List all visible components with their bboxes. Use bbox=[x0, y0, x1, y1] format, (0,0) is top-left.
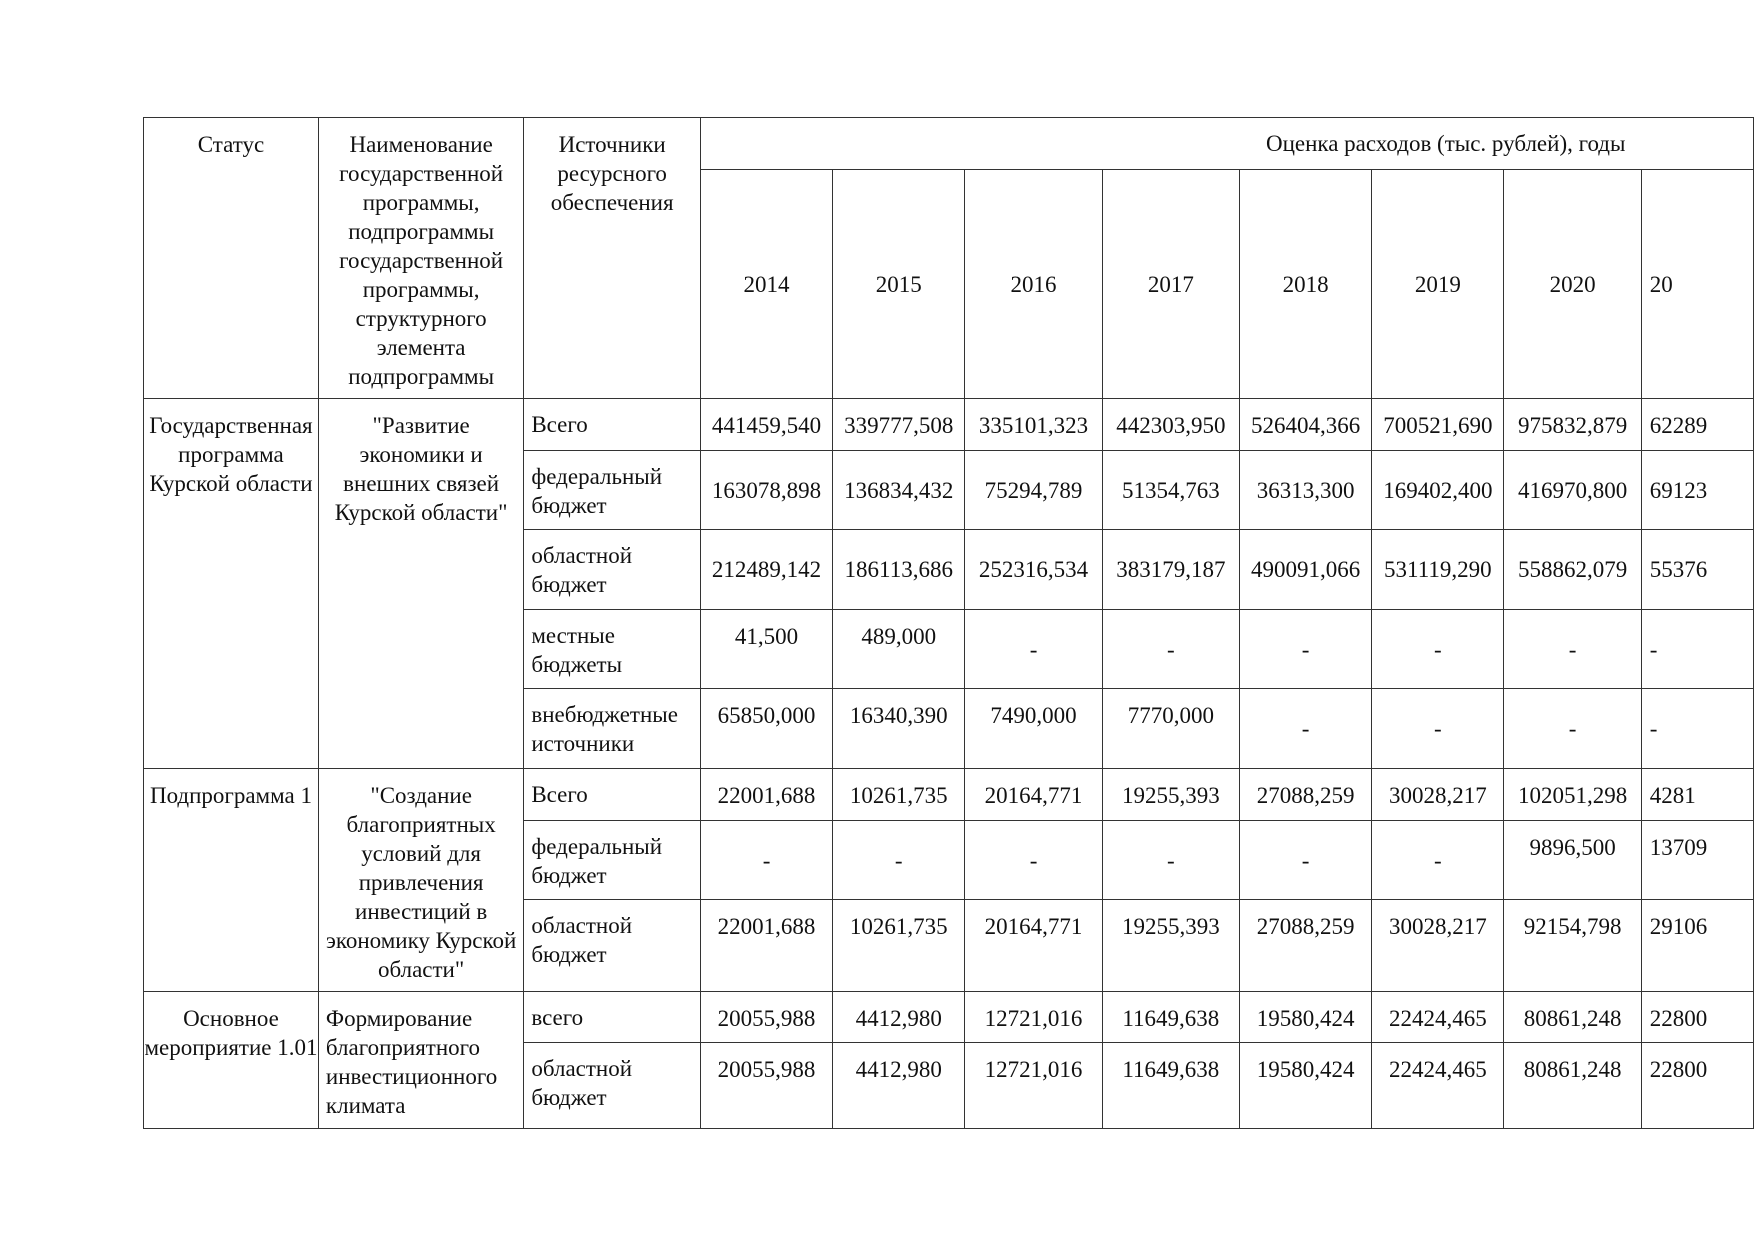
source-cell: областной бюджет bbox=[524, 900, 701, 992]
value-cell: 4412,980 bbox=[833, 992, 965, 1043]
value-cell: 27088,259 bbox=[1240, 900, 1372, 992]
value-cell: 13709 bbox=[1641, 821, 1753, 900]
value-cell: 20164,771 bbox=[965, 769, 1102, 821]
value-cell: 975832,879 bbox=[1504, 399, 1641, 451]
value-cell: - bbox=[700, 821, 832, 900]
value-cell: - bbox=[1372, 610, 1504, 689]
value-cell: 80861,248 bbox=[1504, 1043, 1641, 1129]
value-cell: - bbox=[1504, 689, 1641, 769]
value-cell: 80861,248 bbox=[1504, 992, 1641, 1043]
source-cell: областной бюджет bbox=[524, 1043, 701, 1129]
source-cell: внебюджетные источники bbox=[524, 689, 701, 769]
value-cell: - bbox=[1240, 689, 1372, 769]
value-cell: 92154,798 bbox=[1504, 900, 1641, 992]
value-cell: 22800 bbox=[1641, 1043, 1753, 1129]
program-name-cell: Формирование благоприятного инвестиционного климата bbox=[318, 992, 523, 1129]
value-cell: - bbox=[1372, 689, 1504, 769]
value-cell: 383179,187 bbox=[1102, 530, 1239, 610]
value-cell: - bbox=[1240, 610, 1372, 689]
source-cell: Всего bbox=[524, 399, 701, 451]
source-cell: областной бюджет bbox=[524, 530, 701, 610]
value-cell: - bbox=[965, 610, 1102, 689]
value-cell: 20055,988 bbox=[700, 992, 832, 1043]
value-cell: 700521,690 bbox=[1372, 399, 1504, 451]
header-sources: Источники ресурсного обеспечения bbox=[524, 118, 701, 399]
year-header: 2016 bbox=[965, 170, 1102, 399]
header-status: Статус bbox=[144, 118, 319, 399]
value-cell: 55376 bbox=[1641, 530, 1753, 610]
value-cell: - bbox=[1641, 610, 1753, 689]
value-cell: 19255,393 bbox=[1102, 769, 1239, 821]
value-cell: 69123 bbox=[1641, 451, 1753, 530]
value-cell: 51354,763 bbox=[1102, 451, 1239, 530]
value-cell: 12721,016 bbox=[965, 1043, 1102, 1129]
value-cell: 442303,950 bbox=[1102, 399, 1239, 451]
value-cell: 20164,771 bbox=[965, 900, 1102, 992]
year-header: 2019 bbox=[1372, 170, 1504, 399]
value-cell: 22001,688 bbox=[700, 769, 832, 821]
value-cell: 36313,300 bbox=[1240, 451, 1372, 530]
source-cell: федеральный бюджет bbox=[524, 451, 701, 530]
value-cell: - bbox=[1102, 821, 1239, 900]
value-cell: - bbox=[1504, 610, 1641, 689]
value-cell: 7490,000 bbox=[965, 689, 1102, 769]
value-cell: - bbox=[965, 821, 1102, 900]
value-cell: 22800 bbox=[1641, 992, 1753, 1043]
value-cell: 490091,066 bbox=[1240, 530, 1372, 610]
value-cell: 75294,789 bbox=[965, 451, 1102, 530]
value-cell: 186113,686 bbox=[833, 530, 965, 610]
table-row bbox=[144, 399, 1754, 451]
table-row bbox=[144, 992, 1754, 1043]
value-cell: - bbox=[1641, 689, 1753, 769]
table-row bbox=[144, 769, 1754, 821]
status-cell: Подпрограмма 1 bbox=[144, 769, 319, 992]
year-header: 2020 bbox=[1504, 170, 1641, 399]
value-cell: 489,000 bbox=[833, 610, 965, 689]
year-header: 2015 bbox=[833, 170, 965, 399]
value-cell: - bbox=[1240, 821, 1372, 900]
program-name-cell: "Создание благоприятных условий для привлечения инвестиций в экономику Курской области" bbox=[318, 769, 523, 992]
value-cell: 22001,688 bbox=[700, 900, 832, 992]
status-cell: Государственная программа Курской области bbox=[144, 399, 319, 769]
status-cell: Основное мероприятие 1.01 bbox=[144, 992, 319, 1129]
value-cell: - bbox=[1102, 610, 1239, 689]
value-cell: 12721,016 bbox=[965, 992, 1102, 1043]
value-cell: 41,500 bbox=[700, 610, 832, 689]
value-cell: 19580,424 bbox=[1240, 992, 1372, 1043]
value-cell: 20055,988 bbox=[700, 1043, 832, 1129]
value-cell: 163078,898 bbox=[700, 451, 832, 530]
year-header: 2014 bbox=[700, 170, 832, 399]
value-cell: 526404,366 bbox=[1240, 399, 1372, 451]
value-cell: 29106 bbox=[1641, 900, 1753, 992]
header-name: Наименование государственной программы, подпрограммы государственной программы, структурного элемента подпрограммы bbox=[318, 118, 523, 399]
value-cell: 19255,393 bbox=[1102, 900, 1239, 992]
year-header: 20 bbox=[1641, 170, 1753, 399]
value-cell: 441459,540 bbox=[700, 399, 832, 451]
value-cell: 252316,534 bbox=[965, 530, 1102, 610]
value-cell: 27088,259 bbox=[1240, 769, 1372, 821]
value-cell: 531119,290 bbox=[1372, 530, 1504, 610]
source-cell: всего bbox=[524, 992, 701, 1043]
value-cell: 16340,390 bbox=[833, 689, 965, 769]
value-cell: 10261,735 bbox=[833, 900, 965, 992]
value-cell: 136834,432 bbox=[833, 451, 965, 530]
value-cell: 339777,508 bbox=[833, 399, 965, 451]
value-cell: 7770,000 bbox=[1102, 689, 1239, 769]
value-cell: 169402,400 bbox=[1372, 451, 1504, 530]
value-cell: 9896,500 bbox=[1504, 821, 1641, 900]
value-cell: 11649,638 bbox=[1102, 1043, 1239, 1129]
value-cell: 22424,465 bbox=[1372, 1043, 1504, 1129]
value-cell: 22424,465 bbox=[1372, 992, 1504, 1043]
year-header: 2018 bbox=[1240, 170, 1372, 399]
expenditure-table bbox=[143, 117, 1754, 1129]
value-cell: 30028,217 bbox=[1372, 769, 1504, 821]
source-cell: местные бюджеты bbox=[524, 610, 701, 689]
year-header: 2017 bbox=[1102, 170, 1239, 399]
value-cell: 19580,424 bbox=[1240, 1043, 1372, 1129]
value-cell: 4412,980 bbox=[833, 1043, 965, 1129]
value-cell: 416970,800 bbox=[1504, 451, 1641, 530]
value-cell: 11649,638 bbox=[1102, 992, 1239, 1043]
value-cell: 30028,217 bbox=[1372, 900, 1504, 992]
value-cell: 212489,142 bbox=[700, 530, 832, 610]
header-estimate: Оценка расходов (тыс. рублей), годы bbox=[700, 118, 1753, 170]
value-cell: - bbox=[1372, 821, 1504, 900]
value-cell: 4281 bbox=[1641, 769, 1753, 821]
source-cell: федеральный бюджет bbox=[524, 821, 701, 900]
value-cell: 65850,000 bbox=[700, 689, 832, 769]
value-cell: 62289 bbox=[1641, 399, 1753, 451]
value-cell: 102051,298 bbox=[1504, 769, 1641, 821]
value-cell: 335101,323 bbox=[965, 399, 1102, 451]
value-cell: - bbox=[833, 821, 965, 900]
program-name-cell: "Развитие экономики и внешних связей Курской области" bbox=[318, 399, 523, 769]
value-cell: 10261,735 bbox=[833, 769, 965, 821]
source-cell: Всего bbox=[524, 769, 701, 821]
value-cell: 558862,079 bbox=[1504, 530, 1641, 610]
